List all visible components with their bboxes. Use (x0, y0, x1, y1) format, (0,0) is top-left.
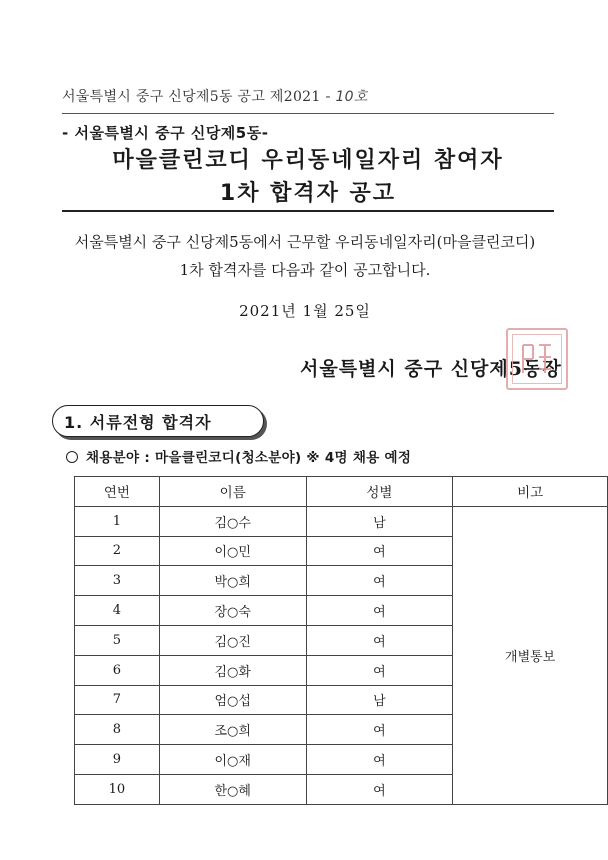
cell-number: 6 (75, 655, 160, 685)
title-divider (62, 210, 554, 212)
cell-name: 이○재 (159, 745, 306, 775)
announcement-text-line2: 1차 합격자를 다음과 같이 공고합니다. (179, 261, 431, 279)
cell-gender: 여 (306, 596, 453, 626)
announcement-date: 2021년 1월 25일 (239, 302, 371, 320)
cell-number: 7 (75, 685, 160, 715)
cell-gender: 남 (306, 685, 453, 715)
cell-name: 김○화 (159, 655, 306, 685)
cell-name: 장○숙 (159, 596, 306, 626)
notice-number-handwritten: - 10호 (325, 89, 368, 105)
cell-number: 3 (75, 566, 160, 596)
cell-number: 4 (75, 596, 160, 626)
cell-gender: 여 (306, 625, 453, 655)
cell-gender: 여 (306, 715, 453, 745)
seal-inner-frame (512, 334, 562, 384)
applicants-table (74, 476, 608, 805)
cell-name: 김○수 (159, 506, 306, 536)
cell-name: 박○희 (159, 566, 306, 596)
circle-bullet-icon (66, 451, 78, 463)
cell-number: 8 (75, 715, 160, 745)
page-title-line1: 마을클린코디 우리동네일자리 참여자 (112, 148, 504, 173)
cell-number: 10 (75, 774, 160, 804)
cell-number: 9 (75, 745, 160, 775)
issuer-subtitle: - 서울특별시 중구 신당제5동- (62, 124, 269, 142)
issuing-official: 서울특별시 중구 신당제5동장 (300, 358, 562, 380)
notice-number-prefix: 서울특별시 중구 신당제5동 공고 제2021 (62, 89, 321, 105)
cell-gender: 여 (306, 745, 453, 775)
announcement-text-line1: 서울특별시 중구 신당제5동에서 근무할 우리동네일자리(마을클린코디) (74, 233, 536, 251)
column-header-number: 연번 (75, 477, 160, 507)
cell-number: 2 (75, 536, 160, 566)
cell-gender: 여 (306, 536, 453, 566)
cell-name: 한○혜 (159, 774, 306, 804)
table-header-row (75, 477, 608, 507)
cell-name: 엄○섭 (159, 685, 306, 715)
cell-name: 조○희 (159, 715, 306, 745)
table-row (75, 506, 608, 536)
cell-remark: 개별통보 (453, 506, 608, 804)
page-title-line2: 1차 합격자 공고 (219, 181, 397, 206)
header-divider (62, 113, 554, 114)
official-seal-icon (506, 328, 568, 390)
column-header-remark: 비고 (453, 477, 608, 507)
cell-gender: 남 (306, 506, 453, 536)
column-header-name: 이름 (159, 477, 306, 507)
notice-number (62, 86, 368, 106)
recruitment-field-text: 채용분야 : 마을클린코디(청소분야) ※ 4명 채용 예정 (86, 450, 412, 466)
cell-gender: 여 (306, 655, 453, 685)
recruitment-field (66, 446, 411, 466)
cell-number: 1 (75, 506, 160, 536)
cell-gender: 여 (306, 566, 453, 596)
cell-gender: 여 (306, 774, 453, 804)
section-heading: 1. 서류전형 합격자 (64, 413, 212, 432)
cell-name: 김○진 (159, 625, 306, 655)
column-header-gender: 성별 (306, 477, 453, 507)
seal-pattern-icon (517, 339, 557, 379)
cell-name: 이○민 (159, 536, 306, 566)
cell-number: 5 (75, 625, 160, 655)
